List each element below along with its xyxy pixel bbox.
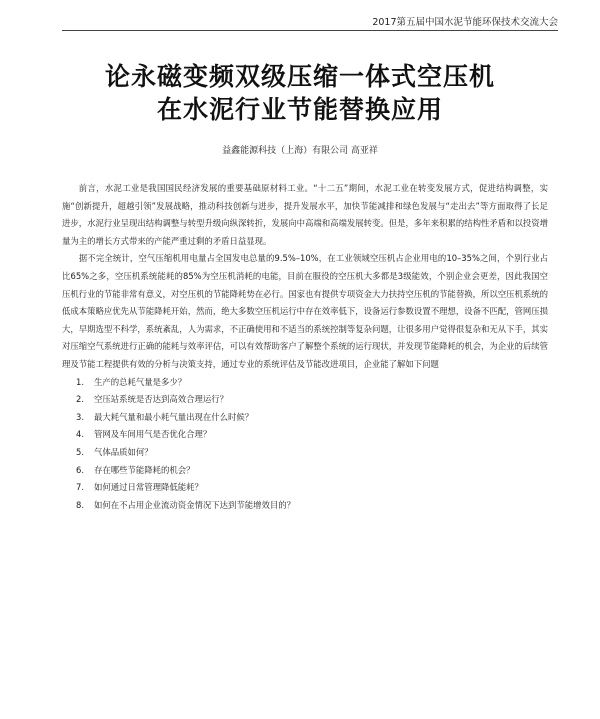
question-text: 管网及车间用气是否优化合理？: [94, 429, 212, 440]
conference-header: 2017第五届中国水泥节能环保技术交流大会: [372, 17, 558, 28]
title-line-1: 论永磁变频双级压缩一体式空压机: [104, 62, 495, 91]
question-list: [62, 374, 548, 515]
question-item: [62, 426, 548, 444]
question-text: 如何在不占用企业流动资金情况下达到节能增效目的？: [94, 499, 295, 510]
question-number: 8.: [76, 499, 84, 510]
author-line: 益鑫能源科技（上海）有限公司 高亚祥: [222, 146, 378, 156]
paragraph-statistics: 据不完全统计，空气压缩机用电量占全国发电总量的9.5%–10%，在工业领域空压机占企业用电的10–35%之间，个别行业占比65%之多，空压机系统能耗的85%为空压机消耗的电能，目前在服役的空压机大多都是3级能效，个别企业会更差，因此我国空压机行业的节能非常有意义，对空压机的节能降耗势在必行。国家也有提供专项资金大力扶持空压机的节能替换，所以空压机系统的低成本策略应优先从节能降耗开始，然而，绝大多数空压机运行中存在效率低下，设备运行参数设置不理想，设备不匹配，管网压损大，早期选型不科学，系统紊乱，人为需求，不正确使用和不适当的系统控制等复杂问题，让很多用户觉得很复杂和无从下手，其实对压缩空气系统进行正确的能耗与效率评估，可以有效帮助客户了解整个系统的运行现状，并发现节能降耗的机会，为企业的后续管理及节能工程提供有效的分析与决策支持，通过专业的系统评估及节能改进项目，企业能了解如下问题: [62, 253, 548, 369]
question-item: [62, 374, 548, 392]
question-number: 1.: [76, 376, 84, 387]
question-text: 存在哪些节能降耗的机会？: [94, 464, 195, 475]
question-text: 空压站系统是否达到高效合理运行？: [94, 394, 228, 405]
question-item: [62, 462, 548, 480]
header-divider: [62, 30, 558, 31]
question-number: 4.: [76, 429, 84, 440]
article-title: [0, 60, 600, 126]
paragraph-intro: 前言，水泥工业是我国国民经济发展的重要基础原材料工业。“十二五”期间，水泥工业在转变发展方式，促进结构调整，实施“创新提升，超越引领”发展战略，推动科技创新与进步，提升发展水平，加快节能减排和绿色发展与“走出去”等方面取得了长足进步，水泥行业呈现出结构调整与转型升级向纵深转折，发展向中高端和高端发展转变。但是，多年来积累的结构性矛盾和以投资增量为主的增长方式带来的产能严重过剩的矛盾日益显现。: [62, 183, 548, 246]
question-number: 7.: [76, 482, 84, 493]
question-number: 5.: [76, 446, 84, 457]
question-text: 气体品质如何？: [94, 446, 153, 457]
question-text: 最大耗气量和最小耗气量出现在什么时候？: [94, 411, 254, 422]
question-item: [62, 444, 548, 462]
question-number: 2.: [76, 394, 84, 405]
article-body: [62, 180, 548, 514]
question-item: [62, 479, 548, 497]
question-item: [62, 409, 548, 427]
question-text: 生产的总耗气量是多少？: [94, 376, 187, 387]
question-text: 如何通过日常管理降低能耗？: [94, 482, 203, 493]
question-number: 3.: [76, 411, 84, 422]
question-number: 6.: [76, 464, 84, 475]
question-item: [62, 497, 548, 515]
question-item: [62, 391, 548, 409]
title-line-2: 在水泥行业节能替换应用: [156, 95, 443, 124]
